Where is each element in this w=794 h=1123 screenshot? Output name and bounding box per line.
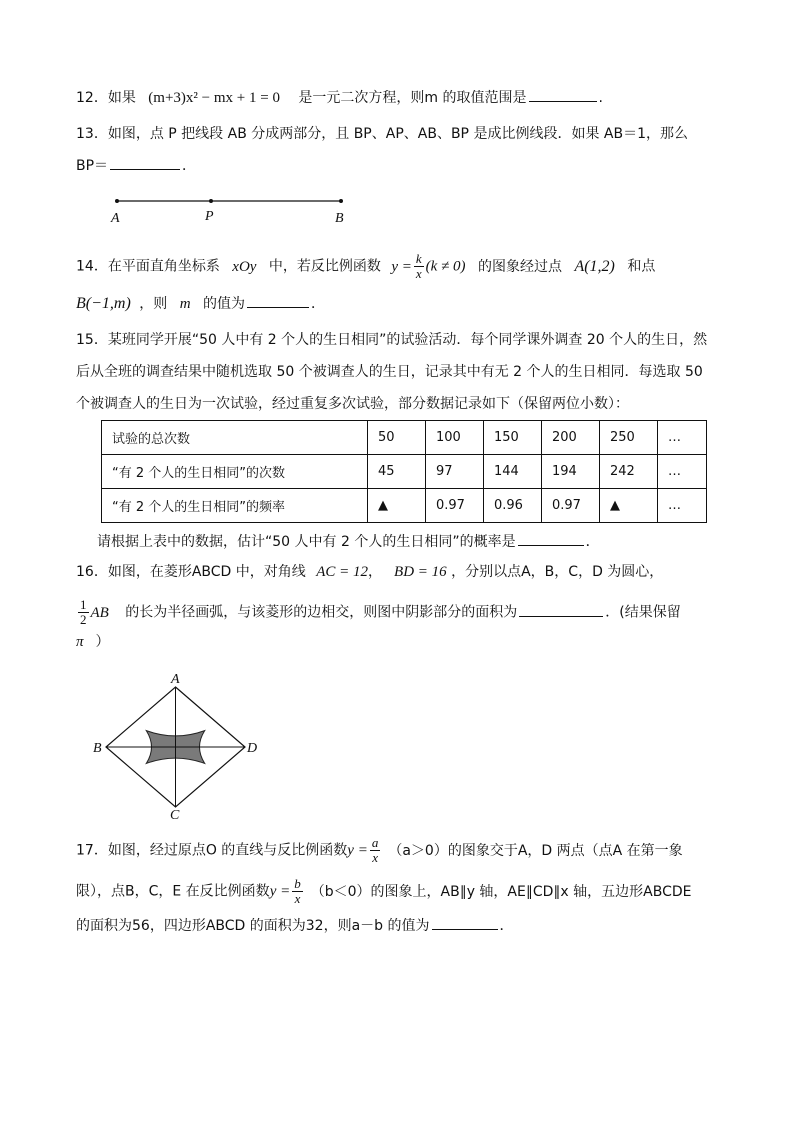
q16-sep: ， [368,564,383,580]
q17-t2: （a＞0）的图象交于A，D 两点（点A 在第一象 [388,842,683,859]
table-cell: 50 [368,421,426,455]
q14-t2: 中，若反比例函数 [268,258,381,275]
table-row [102,489,707,523]
q12-middle: 是一元二次方程，则m 的取值范围是 [298,90,527,106]
label-b: B [335,211,344,226]
table-cell: 100 [426,421,484,455]
q15-line2: 后从全班的调查结果中随机选取 50 个被调查人的生日，记录其中有无 2 个人的生日相同．每选取 50 [76,364,703,380]
question-15-line2 [76,362,703,382]
q15-answer-blank[interactable] [518,531,584,546]
table-cell: 97 [426,455,484,489]
q13-answer-blank[interactable] [110,155,180,170]
table-cell: 144 [484,455,542,489]
q13-text: 如图，点 P 把线段 AB 分成两部分，且 BP、AP、AB、BP 是成比例线段．如果 AB＝1，那么 [107,126,688,142]
question-14-line2 [76,293,325,314]
question-17-line2 [76,877,691,906]
q16-frac-den: 2 [80,612,87,627]
q16-frac-num: 1 [80,597,87,612]
q16-answer-blank[interactable] [519,602,603,617]
q14-xoy: xOy [232,258,257,275]
q15-end: ． [585,534,600,550]
q16-t3: 的长为半径画弧，与该菱形的边相交，则图中阴影部分的面积为 [125,604,518,621]
q14-t5: ，则 [139,296,168,312]
q14-frac-den: x [415,266,422,281]
question-16-line3 [76,632,110,652]
table-cell: 250 [600,421,658,455]
q14-t3: 的图象经过点 [478,258,562,275]
q12-number: 12． [76,90,108,106]
table-cell: “有 2 个人的生日相同”的频率 [102,489,368,523]
table-cell: 194 [542,455,600,489]
question-12 [76,87,603,108]
q14-frac-num: k [415,251,422,266]
q14-func-lhs: y = [391,258,412,275]
question-13 [76,124,688,144]
q14-func-cond: (k ≠ 0) [425,258,466,275]
q13-line2-end: ． [182,158,197,174]
question-17-line3 [76,915,514,936]
point-b-dot [339,199,343,203]
q16-t4: ．(结果保留 [605,604,681,621]
table-cell: … [658,421,707,455]
q14-number: 14． [76,258,108,275]
q14-point-b: B(−1,m) [76,295,131,312]
q17-fraction-b [292,877,303,906]
q17-number: 17． [76,842,108,859]
question-15-line3 [76,394,629,414]
label-p: P [205,209,214,224]
table-cell: “有 2 个人的生日相同”的次数 [102,455,368,489]
q17-t5: 的面积为56，四边形ABCD 的面积为32，则a－b 的值为 [76,918,430,934]
label-a: A [171,672,180,687]
q14-m: m [179,296,191,312]
question-13-line2 [76,155,196,176]
q17-f2-den: x [294,891,301,906]
birthday-data-table [101,420,707,523]
question-15-line1 [76,330,707,350]
table-cell: … [658,455,707,489]
q13-number: 13． [76,126,108,142]
q17-f1-den: x [372,850,378,865]
q17-end: ． [499,918,514,934]
point-a-dot [115,199,119,203]
q13-line2-prefix: BP＝ [76,158,109,174]
q17-y1: y = [347,842,368,859]
q12-end: . [598,90,603,106]
q14-answer-blank[interactable] [247,293,309,308]
q16-ab: AB [90,604,109,621]
q15-line1: 某班同学开展“50 人中有 2 个人的生日相同”的试验活动．每个同学课外调查 20 个人的生日，然 [107,332,708,348]
q16-fraction [78,598,89,627]
table-row [102,421,707,455]
segment-figure [100,190,360,230]
point-p-dot [209,199,213,203]
q17-t3: 限），点B，C，E 在反比例函数 [76,883,270,900]
q14-t4: 和点 [627,258,656,275]
q17-f1-num: a [371,835,379,850]
label-d: D [247,741,258,756]
q12-prefix: 如果 [107,90,136,106]
q14-fraction [414,252,424,281]
table-cell: ▲ [600,489,658,523]
q17-y2: y = [269,883,291,900]
q14-end: ． [310,296,325,312]
table-cell: 0.97 [542,489,600,523]
question-14 [76,252,655,281]
q15-line3: 个被调查人的生日为一次试验，经过重复多次试验，部分数据记录如下（保留两位小数）： [76,396,629,412]
q17-f2-num: b [294,876,301,891]
q17-fraction-a [370,836,381,865]
q16-t5: ） [95,634,110,650]
q16-number: 16． [76,564,108,580]
table-cell: 0.96 [484,489,542,523]
table-cell: 0.97 [426,489,484,523]
q16-ac: AC = 12 [316,564,369,580]
q16-pi: π [76,634,84,650]
q16-t1: 如图，在菱形ABCD 中，对角线 [107,564,306,580]
table-cell: ▲ [368,489,426,523]
table-row [102,455,707,489]
table-cell: … [658,489,707,523]
rhombus-figure [88,672,268,820]
q17-t1: 如图，经过原点O 的直线与反比例函数 [107,842,348,859]
label-b: B [93,741,102,756]
q14-t1: 在平面直角坐标系 [107,258,220,275]
q17-answer-blank[interactable] [432,915,498,930]
table-cell: 200 [542,421,600,455]
q14-point-a: A(1,2) [574,257,615,275]
q14-t6: 的值为 [202,296,245,312]
q17-t4: （b＜0）的图象上，AB∥y 轴，AE∥CD∥x 轴，五边形ABCDE [310,883,692,900]
table-cell: 242 [600,455,658,489]
table-cell: 150 [484,421,542,455]
table-cell: 试验的总次数 [102,421,368,455]
question-17 [76,836,683,865]
q16-bd: BD = 16 [394,564,447,580]
q16-t2: ，分别以点A，B，C，D 为圆心， [451,564,664,580]
q12-answer-blank[interactable] [529,87,597,102]
q15-number: 15． [76,332,108,348]
question-16 [76,562,663,582]
label-a: A [111,211,120,226]
question-16-line2 [76,598,681,627]
label-c: C [170,808,180,820]
table-cell: 45 [368,455,426,489]
question-15-after [97,531,600,552]
q12-equation: (m+3)x² − mx + 1 = 0 [148,90,280,106]
q15-after: 请根据上表中的数据，估计“50 人中有 2 个人的生日相同”的概率是 [97,534,516,550]
